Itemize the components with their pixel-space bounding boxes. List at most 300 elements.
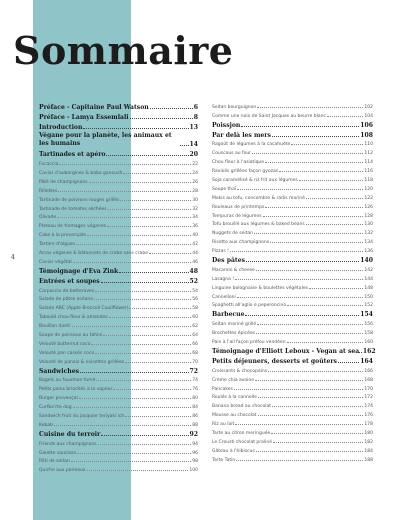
toc-entry-page: 128: [364, 213, 373, 219]
toc-entry-title: Couscous au four: [212, 151, 252, 157]
toc-entry-page: 140: [360, 257, 373, 265]
toc-dot-leader: [83, 128, 188, 129]
toc-entry-page: 188: [364, 457, 373, 463]
toc-entry-page: 100: [189, 468, 198, 474]
toc-entry: [39, 247, 198, 256]
toc-dot-leader: [237, 189, 363, 190]
toc-entry-page: 62: [192, 324, 198, 330]
toc-entry-title: Préface - Capitaine Paul Watson: [39, 103, 149, 111]
toc-dot-leader: [279, 171, 363, 172]
toc-entry: [212, 454, 373, 463]
toc-entry-page: 144: [364, 276, 373, 282]
toc-entry-page: 84: [192, 405, 198, 411]
toc-dot-leader: [245, 315, 359, 316]
toc-section-heading: [212, 308, 373, 318]
toc-entry-page: 136: [364, 249, 373, 255]
toc-dot-leader: [306, 224, 364, 225]
toc-dot-leader: [252, 153, 363, 154]
toc-dot-leader: [235, 279, 363, 280]
toc-entry: [212, 210, 373, 219]
toc-dot-leader: [256, 451, 364, 452]
toc-entry-title: Friands aux champignons: [39, 441, 97, 447]
toc-entry: [39, 464, 198, 473]
toc-entry-page: 130: [364, 222, 373, 228]
toc-entry-title: Kebab: [39, 422, 53, 428]
toc-entry-page: 172: [364, 395, 373, 401]
toc-dot-leader: [130, 118, 193, 119]
toc-dot-leader: [287, 342, 364, 343]
toc-entry: [212, 165, 373, 174]
toc-entry: [212, 445, 373, 454]
toc-section-heading: [39, 148, 198, 158]
toc-entry-page: 178: [364, 422, 373, 428]
toc-dot-leader: [270, 242, 363, 243]
toc-entry-page: 40: [192, 233, 198, 239]
toc-entry-title: Banana bread au chocolat: [212, 404, 272, 410]
toc-entry: [39, 438, 198, 447]
toc-entry: [39, 238, 198, 247]
toc-dot-leader: [109, 317, 192, 318]
toc-entry: [39, 392, 198, 401]
toc-dot-leader: [263, 216, 364, 217]
toc-dot-leader: [230, 251, 363, 252]
toc-entry: [212, 183, 373, 192]
toc-dot-leader: [98, 444, 192, 445]
toc-dot-leader: [87, 235, 191, 236]
toc-entry-page: 142: [364, 267, 373, 273]
toc-entry-page: 176: [364, 413, 373, 419]
toc-entry: [212, 418, 373, 427]
toc-entry: [39, 383, 198, 392]
toc-entry-title: Riz au lait: [212, 422, 235, 428]
toc-dot-leader: [257, 324, 363, 325]
toc-entry: [39, 203, 198, 212]
toc-entry: [212, 336, 373, 345]
toc-entry-page: 158: [364, 331, 373, 337]
toc-entry: [212, 219, 373, 228]
toc-entry-page: 170: [364, 386, 373, 392]
toc-entry-title: Salade de pâtes océane: [39, 297, 94, 303]
toc-dot-leader: [255, 380, 363, 381]
toc-entry-page: 164: [360, 357, 373, 365]
toc-entry-title: Pancakes: [212, 386, 233, 392]
toc-entry: [212, 383, 373, 392]
toc-entry-title: Croissants & chocopains: [212, 368, 268, 374]
toc-entry-page: 52: [189, 277, 198, 285]
toc-entry: [39, 294, 198, 303]
toc-dot-leader: [129, 308, 191, 309]
toc-entry-page: 28: [192, 188, 198, 194]
toc-dot-leader: [327, 116, 363, 117]
toc-entry: [39, 220, 198, 229]
toc-entry-page: 80: [192, 396, 198, 402]
toc-dot-leader: [113, 389, 191, 390]
toc-entry-title: Velouté butternut coco: [39, 341, 91, 347]
toc-dot-leader: [96, 380, 191, 381]
toc-entry: [39, 329, 198, 338]
toc-right-column: [212, 101, 376, 463]
toc-entry-title: Seitan mariné grillé: [212, 322, 257, 328]
toc-entry-title: Tartinade de poivrons rouges grillés: [39, 197, 120, 203]
toc-dot-leader: [80, 372, 188, 373]
toc-dot-leader: [150, 108, 193, 109]
toc-entry-page: 72: [189, 367, 198, 375]
toc-dot-leader: [273, 442, 363, 443]
toc-entry-title: Spaghetti all'aglio e peperoncino: [212, 303, 287, 309]
toc-section-heading: [39, 131, 198, 149]
toc-dot-leader: [358, 352, 362, 353]
toc-entry-page: 92: [189, 430, 198, 438]
toc-entry-title: Rôti de seitan: [39, 459, 70, 465]
toc-entry: [39, 194, 198, 203]
toc-entry-page: 56: [192, 297, 198, 303]
toc-dot-leader: [235, 424, 363, 425]
toc-entry-page: 148: [364, 285, 373, 291]
toc-entry: [212, 201, 373, 210]
toc-entry-title: Par delà les mers: [212, 131, 271, 139]
toc-entry-title: Lasagna !: [212, 276, 235, 282]
toc-entry-page: 8: [193, 113, 198, 121]
toc-entry-page: 118: [364, 178, 373, 184]
toc-dot-leader: [256, 270, 364, 271]
toc-entry-title: Introduction: [39, 123, 83, 131]
toc-entry-page: 54: [192, 288, 198, 294]
toc-entry-page: 96: [192, 450, 198, 456]
toc-entry-title: Des pâtes: [212, 257, 246, 265]
toc-entry-page: 26: [192, 179, 198, 185]
toc-entry-title: Curfbo'rte dog: [39, 405, 72, 411]
toc-entry-page: 68: [192, 350, 198, 356]
toc-entry-title: Comme une noix de Saint Jacques au beurre blanc: [212, 113, 326, 119]
toc-entry: [39, 410, 198, 419]
toc-dot-leader: [256, 333, 363, 334]
toc-entry-page: 110: [364, 142, 373, 148]
toc-entry-page: 104: [364, 113, 373, 119]
toc-entry: [39, 185, 198, 194]
toc-entry-page: 120: [364, 186, 373, 192]
toc-entry-title: Cannelloni: [212, 294, 236, 300]
toc-section-heading: [212, 254, 373, 264]
toc-entry-page: 182: [364, 439, 373, 445]
toc-entry: [39, 401, 198, 410]
toc-entry-page: 116: [364, 169, 373, 175]
toc-entry-page: 86: [192, 413, 198, 419]
toc-dot-leader: [73, 407, 192, 408]
toc-entry-title: Témoignage d'Elliott Leboux - Vegan at sea: [212, 347, 360, 355]
toc-entry-title: Témoignage d'Eva Zink: [39, 267, 119, 275]
page-title: Sommaire: [13, 28, 234, 73]
toc-entry-title: Seitan bourguignon: [212, 104, 257, 110]
toc-entry: [212, 174, 373, 183]
toc-entry-page: 14: [189, 141, 198, 149]
toc-entry-title: Soja caramélisé & riz frit aux légumes: [212, 178, 298, 184]
toc-entry-title: Cake à la provençale: [39, 233, 87, 239]
toc-entry: [39, 338, 198, 347]
toc-dot-leader: [73, 262, 192, 263]
toc-dot-leader: [265, 207, 363, 208]
toc-entry-page: 166: [364, 368, 373, 374]
toc-dot-leader: [287, 305, 363, 306]
toc-entry-title: Galette saucisse: [39, 450, 77, 456]
toc-entry-title: Makis au tofu, concombre & radis mariné: [212, 195, 305, 201]
toc-dot-leader: [101, 282, 189, 283]
toc-dot-leader: [91, 344, 191, 345]
toc-dot-leader: [108, 209, 192, 210]
toc-entry-title: Salade ABC (Apple Broccoli Cauliflower): [39, 306, 129, 312]
toc-entry-page: 174: [364, 404, 373, 410]
toc-entry-page: 112: [364, 151, 373, 157]
toc-entry: [212, 273, 373, 282]
toc-entry: [39, 176, 198, 185]
toc-entry-page: 102: [364, 104, 373, 110]
toc-dot-leader: [246, 261, 359, 262]
toc-entry: [39, 167, 198, 176]
toc-entry: [39, 212, 198, 221]
toc-entry-page: 44: [192, 250, 198, 256]
toc-section-heading: [212, 345, 376, 355]
toc-entry-title: Préface - Lamya Essemlali: [39, 113, 129, 121]
toc-entry-title: Poissjon: [212, 121, 241, 129]
toc-entry: [212, 400, 373, 409]
toc-entry-title: Entrées et soupes: [39, 277, 100, 285]
toc-entry-page: 184: [364, 448, 373, 454]
toc-left-column: [39, 101, 198, 473]
toc-entry: [39, 302, 198, 311]
toc-entry-title: Acras véganes & bâtonnets de crabe sans crabe: [39, 250, 149, 256]
toc-dot-leader: [241, 126, 359, 127]
toc-entry-title: Tartare d'algues: [39, 242, 76, 248]
toc-entry: [39, 419, 198, 428]
toc-entry-page: 58: [192, 306, 198, 312]
toc-entry: [39, 356, 198, 365]
toc-entry-title: Caviar végétal: [39, 259, 72, 265]
toc-dot-leader: [76, 244, 191, 245]
toc-entry: [39, 347, 198, 356]
toc-entry-title: Le Crousti chocolat praliné: [212, 439, 273, 445]
toc-dot-leader: [234, 389, 363, 390]
toc-entry-title: Tarte Tatin: [212, 457, 236, 463]
toc-entry-title: Sandwiches: [39, 367, 80, 375]
toc-entry-page: 70: [192, 359, 198, 365]
toc-entry-page: 108: [360, 131, 373, 139]
toc-entry: [39, 375, 198, 384]
toc-entry-title: Crème chia avoine: [212, 377, 255, 383]
toc-entry-title: Pâté de champignons: [39, 179, 88, 185]
toc-entry-title: Rillettes: [39, 188, 58, 194]
toc-entry: [212, 282, 373, 291]
toc-entry-page: 94: [192, 441, 198, 447]
toc-entry-page: 152: [364, 303, 373, 309]
toc-entry-title: Taboulé chou-fleur & amandes: [39, 315, 108, 321]
toc-entry: [212, 374, 373, 383]
toc-entry-title: Soupe thaï: [212, 186, 237, 192]
toc-entry: [39, 311, 198, 320]
toc-entry-title: Gâteau à l'hibiscus: [212, 448, 255, 454]
toc-entry-page: 76: [192, 387, 198, 393]
toc-entry: [212, 245, 373, 254]
toc-dot-leader: [257, 107, 363, 108]
toc-entry: [212, 365, 373, 374]
toc-entry: [212, 147, 373, 156]
toc-entry-title: Sandwich fruit du jacquier teriyaki ich: [39, 413, 125, 419]
toc-entry-title: Barbecue: [212, 311, 245, 319]
toc-entry-title: Petits pains briochés à la vapeur: [39, 387, 113, 393]
toc-entry: [39, 447, 198, 456]
toc-entry-page: 126: [364, 204, 373, 210]
toc-dot-leader: [58, 191, 191, 192]
toc-entry: [212, 392, 373, 401]
toc-section-heading: [212, 119, 373, 129]
toc-entry: [212, 436, 373, 445]
toc-entry-title: Rouleaux de printemps: [212, 204, 265, 210]
toc-entry: [212, 227, 373, 236]
toc-entry-title: Brochettes épicées: [212, 331, 255, 337]
toc-section-heading: [39, 265, 198, 275]
toc-dot-leader: [119, 272, 188, 273]
toc-entry-page: 48: [189, 267, 198, 275]
toc-entry-page: 160: [364, 340, 373, 346]
toc-dot-leader: [87, 470, 189, 471]
toc-entry-title: Velouté de panais & noisettes grillées: [39, 359, 124, 365]
toc-dot-leader: [258, 415, 364, 416]
toc-entry: [39, 285, 198, 294]
toc-dot-leader: [149, 253, 191, 254]
toc-entry-page: 22: [192, 162, 198, 168]
toc-entry: [39, 256, 198, 265]
toc-section-heading: [39, 275, 198, 285]
toc-entry-page: 64: [192, 332, 198, 338]
toc-entry-title: Tartinades et apéro: [39, 151, 106, 159]
toc-entry-page: 150: [364, 294, 373, 300]
toc-entry: [212, 409, 373, 418]
toc-dot-leader: [272, 406, 363, 407]
toc-entry-title: Focaccia: [39, 162, 59, 168]
toc-entry-page: 114: [364, 160, 373, 166]
toc-entry: [212, 101, 373, 110]
toc-entry: [212, 427, 373, 436]
toc-entry: [39, 320, 198, 329]
toc-entry-title: Roulés à la cannelle: [212, 395, 257, 401]
toc-dot-leader: [120, 200, 191, 201]
toc-entry-title: Olivade: [39, 215, 57, 221]
toc-entry-page: 42: [192, 242, 198, 248]
toc-dot-leader: [254, 233, 363, 234]
toc-entry-title: Tarte au citron meringuée: [212, 430, 271, 436]
toc-entry-page: 74: [192, 378, 198, 384]
toc-dot-leader: [123, 173, 191, 174]
toc-dot-leader: [72, 326, 192, 327]
toc-dot-leader: [309, 288, 363, 289]
toc-dot-leader: [236, 460, 363, 461]
toc-entry-page: 34: [192, 215, 198, 221]
toc-entry-title: Quiche aux poireaux: [39, 468, 86, 474]
toc-entry-page: 60: [192, 315, 198, 321]
toc-entry-page: 154: [360, 311, 373, 319]
toc-dot-leader: [59, 164, 191, 165]
toc-entry-page: 46: [192, 259, 198, 265]
toc-entry-page: 32: [192, 206, 198, 212]
toc-entry-title: Petits déjeuners, desserts et goûters: [212, 357, 337, 365]
toc-entry-title: Chou fleur à l'asiatique: [212, 160, 265, 166]
toc-entry-page: 106: [360, 121, 373, 129]
toc-entry-page: 162: [362, 347, 376, 355]
toc-section-heading: [212, 129, 373, 139]
toc-section-heading: [39, 365, 198, 375]
toc-dot-leader: [338, 362, 359, 363]
toc-entry-page: 36: [192, 224, 198, 230]
toc-dot-leader: [101, 435, 188, 436]
toc-entry-title: Pizzas !: [212, 249, 229, 255]
toc-section-heading: [39, 111, 198, 121]
toc-dot-leader: [57, 217, 191, 218]
toc-entry-title: Tempuras de légumes: [212, 213, 262, 219]
toc-entry: [212, 318, 373, 327]
toc-entry-page: 156: [364, 322, 373, 328]
toc-entry-title: Linguine bolognaise & boulettes végétales: [212, 285, 308, 291]
toc-entry-title: Carpaccio de betteraves: [39, 288, 95, 294]
toc-dot-leader: [237, 297, 364, 298]
toc-entry-title: Plateau de fromages véganes: [39, 224, 106, 230]
toc-dot-leader: [180, 145, 189, 146]
toc-entry-title: Caviar d'aubergines & baba ganoush: [39, 170, 123, 176]
toc-entry: [212, 192, 373, 201]
toc-dot-leader: [125, 416, 191, 417]
toc-section-heading: [39, 101, 198, 111]
toc-entry: [212, 236, 373, 245]
toc-dot-leader: [95, 291, 191, 292]
toc-entry: [212, 156, 373, 165]
toc-entry: [39, 158, 198, 167]
toc-entry-page: 122: [364, 195, 373, 201]
toc-dot-leader: [271, 433, 363, 434]
toc-dot-leader: [125, 362, 191, 363]
toc-dot-leader: [94, 299, 191, 300]
toc-entry-page: 98: [192, 459, 198, 465]
toc-dot-leader: [268, 371, 363, 372]
toc-dot-leader: [258, 397, 363, 398]
toc-entry-page: 30: [192, 197, 198, 203]
toc-entry-title: Pain à l'ail façon préfou vendéen: [212, 340, 286, 346]
toc-entry: [212, 139, 373, 148]
toc-entry-page: 66: [192, 341, 198, 347]
toc-entry-title: Tartinade de tomates séchées: [39, 206, 107, 212]
page-number: 4: [11, 254, 15, 261]
toc-dot-leader: [107, 226, 191, 227]
toc-dot-leader: [77, 453, 191, 454]
toc-entry-title: Cuisine du terroir: [39, 430, 101, 438]
toc-entry-title: Nuggets de seitan: [212, 231, 254, 237]
toc-entry-title: Macaroni & cheese: [212, 267, 255, 273]
toc-entry-title: Bouillon dashi: [39, 324, 71, 330]
toc-dot-leader: [306, 198, 363, 199]
toc-section-heading: [39, 121, 198, 131]
toc-dot-leader: [291, 144, 363, 145]
toc-entry-title: Bagels au fauxmon fumé: [39, 378, 96, 384]
toc-entry-title: Soupe de poireaux au tahini: [39, 332, 103, 338]
toc-entry-title: Végane pour la planète, les animaux et les humains: [39, 131, 172, 147]
toc-section-heading: [212, 355, 373, 365]
toc-dot-leader: [265, 162, 363, 163]
toc-entry-page: 134: [364, 240, 373, 246]
toc-entry: [212, 264, 373, 273]
toc-entry-title: Raviolis grillées façon gyozas: [212, 169, 279, 175]
toc-entry-title: Mousse au chocolat: [212, 413, 257, 419]
toc-dot-leader: [299, 180, 364, 181]
toc-dot-leader: [89, 182, 192, 183]
toc-entry-page: 13: [189, 123, 198, 131]
toc-entry-title: Tofu brouillé aux légumes & baked beans: [212, 222, 305, 228]
toc-entry-title: Burger provençal: [39, 396, 78, 402]
